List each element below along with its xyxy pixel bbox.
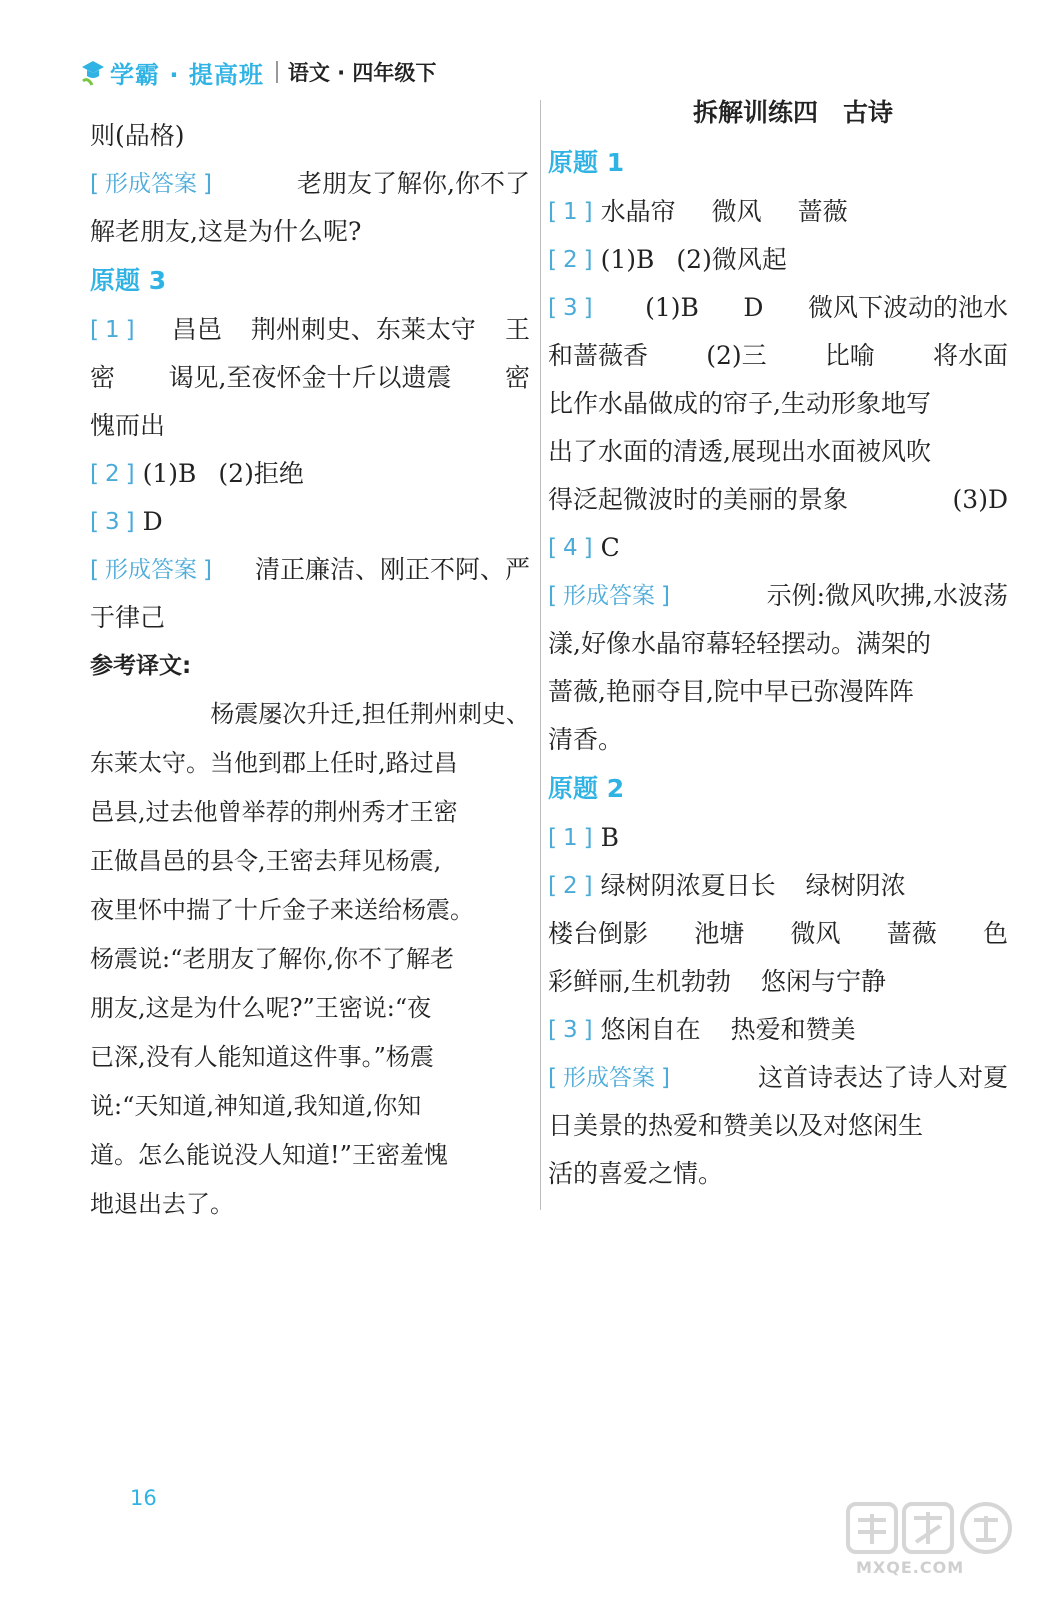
- question-number: [ 1 ]: [548, 825, 593, 851]
- text-line: 则(品格): [90, 121, 185, 150]
- text-line: 清香。: [548, 725, 624, 754]
- answer-line: [ 2 ] 绿树阴浓夏日长 绿树阴浓: [548, 862, 1008, 910]
- answer-line: [ 3 ] D: [90, 498, 530, 546]
- text-line: 漾,好像水晶帘幕轻轻摆动。满架的: [548, 629, 931, 658]
- text-line: 于律己: [90, 603, 166, 632]
- answer-line: [ 1 ] B: [548, 814, 1008, 862]
- question-number: [ 3 ]: [90, 509, 135, 535]
- question-number: [ 2 ]: [548, 247, 593, 273]
- formed-answer-label: [ 形成答案 ]: [548, 583, 670, 609]
- brand-name: 学霸 · 提高班: [110, 60, 264, 89]
- graduation-cap-icon: [80, 57, 106, 87]
- formed-answer-label: [ 形成答案 ]: [90, 557, 212, 583]
- watermark: [846, 1500, 1026, 1590]
- translation-line: 杨震说:“老朋友了解你,你不了解老: [90, 945, 454, 973]
- question-number: [ 1 ]: [90, 317, 135, 343]
- question-number: [ 3 ]: [548, 1017, 593, 1043]
- answer-line: [ 4 ] C: [548, 524, 1008, 572]
- text-line: 日美景的热爱和赞美以及对悠闲生: [548, 1111, 924, 1140]
- answer-line: [ 2 ] (1)B (2)拒绝: [90, 450, 530, 498]
- translation-line: 朋友,这是为什么呢?”王密说:“夜: [90, 994, 432, 1022]
- page-number: 16: [130, 1486, 157, 1510]
- text-line: 蔷薇,艳丽夺目,院中早已弥漫阵阵: [548, 677, 914, 706]
- section-title-q1: 原题 1: [548, 148, 625, 177]
- answer-line: 比作水晶做成的帘子,生动形象地写: [548, 389, 931, 418]
- formed-answer-line: [ 形成答案 ] 老朋友了解你,你不了: [90, 160, 530, 208]
- answer-line: [ 3 ] 悠闲自在 热爱和赞美: [548, 1006, 1008, 1054]
- translation-line: 正做昌邑的县令,王密去拜见杨震,: [90, 847, 442, 875]
- translation-text: [90, 690, 530, 1229]
- question-number: [ 2 ]: [90, 461, 135, 487]
- formed-answer-line: [ 形成答案 ] 示例:微风吹拂,水波荡: [548, 572, 1008, 620]
- translation-line: 地退出去了。: [90, 1190, 234, 1218]
- watermark-logo-icon: [846, 1500, 1016, 1558]
- answer-line: 彩鲜丽,生机勃勃 悠闲与宁静: [548, 967, 886, 996]
- translation-line: 邑县,过去他曾举荐的荆州秀才王密: [90, 798, 458, 826]
- left-column: [90, 112, 530, 1229]
- translation-line: 道。怎么能说没人知道!”王密羞愧: [90, 1141, 448, 1169]
- question-number: [ 2 ]: [548, 873, 593, 899]
- translation-line: 东莱太守。当他到郡上任时,路过昌: [90, 749, 458, 777]
- answer-line: 楼台倒影 池塘 微风 蔷薇 色: [548, 919, 1008, 948]
- answer-line: [ 2 ] (1)B (2)微风起: [548, 236, 1008, 284]
- subject-label: 语文 · 四年级下: [287, 61, 437, 85]
- formed-answer-line: [ 形成答案 ] 清正廉洁、刚正不阿、严: [90, 546, 530, 594]
- text-line: 解老朋友,这是为什么呢?: [90, 217, 362, 246]
- formed-answer-line: [ 形成答案 ] 这首诗表达了诗人对夏: [548, 1054, 1008, 1102]
- answer-line: [ 3 ] (1)B D 微风下波动的池水: [548, 284, 1008, 332]
- formed-answer-label: [ 形成答案 ]: [548, 1065, 670, 1091]
- question-number: [ 1 ]: [548, 199, 593, 225]
- section-heading: 拆解训练四 古诗: [692, 98, 893, 127]
- translation-line: 杨震屡次升迁,担任荆州刺史、: [210, 700, 530, 728]
- translation-line: 夜里怀中揣了十斤金子来送给杨震。: [90, 896, 474, 924]
- answer-line: 密 谒见,至夜怀金十斤以遗震 密: [90, 363, 530, 392]
- page-header: [80, 52, 436, 92]
- translation-line: 已深,没有人能知道这件事。”杨震: [90, 1043, 434, 1071]
- formed-answer-label: [ 形成答案 ]: [90, 171, 212, 197]
- watermark-text: MXQE.COM: [856, 1558, 965, 1577]
- right-column: [548, 88, 1008, 1198]
- translation-line: 说:“天知道,神知道,我知道,你知: [90, 1092, 422, 1120]
- section-title-q3: 原题 3: [90, 266, 167, 295]
- answer-line: 得泛起微波时的美丽的景象 (3)D: [548, 485, 1008, 514]
- section-title-q2: 原题 2: [548, 774, 625, 803]
- question-number: [ 4 ]: [548, 535, 593, 561]
- text-line: 活的喜爱之情。: [548, 1159, 724, 1188]
- answer-line: [ 1 ] 水晶帘 微风 蔷薇: [548, 188, 1008, 236]
- answer-line: 出了水面的清透,展现出水面被风吹: [548, 437, 931, 466]
- answer-line: 愧而出: [90, 411, 166, 440]
- question-number: [ 3 ]: [548, 295, 593, 321]
- reference-translation-title: 参考译文:: [90, 653, 192, 679]
- answer-line: [ 1 ] 昌邑 荆州刺史、东莱太守 王: [90, 306, 530, 354]
- header-divider: [276, 61, 278, 83]
- column-divider: [540, 100, 541, 1210]
- answer-line: 和蔷薇香 (2)三 比喻 将水面: [548, 341, 1008, 370]
